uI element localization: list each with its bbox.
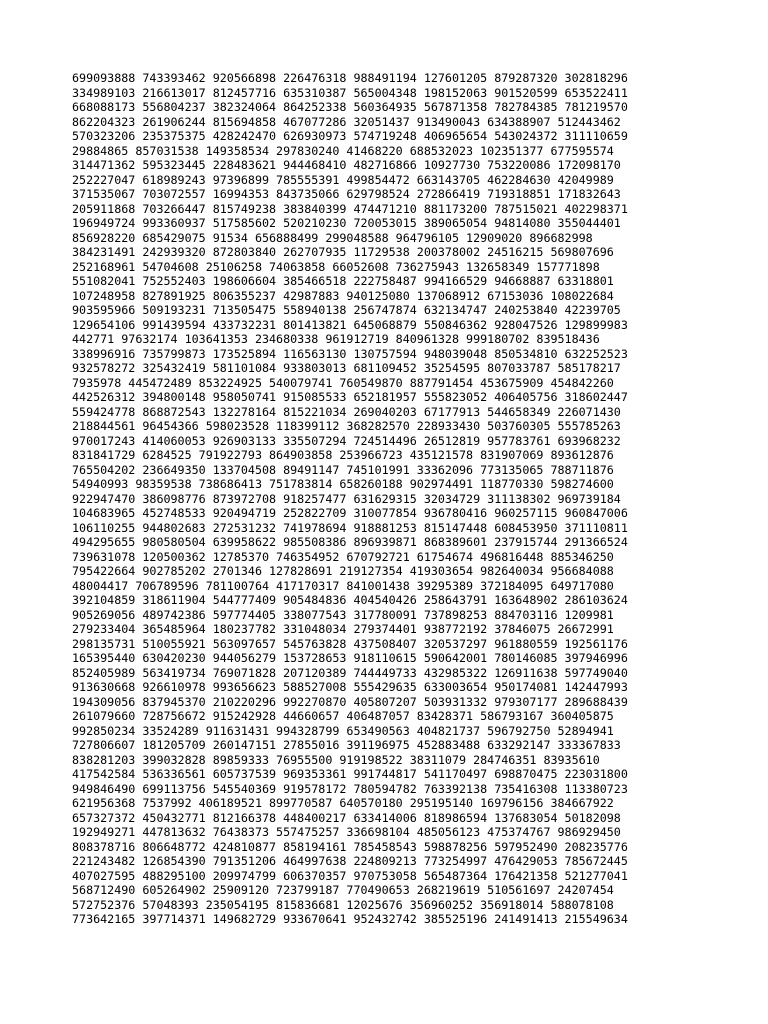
number-line: 384231491 242939320 872803840 262707935 11729538 200378002 24516215 569807696	[72, 245, 614, 259]
number-line: 808378716 806648772 424810877 858194161 785458543 598878256 597952490 208235776	[72, 839, 628, 854]
number-line: 903595966 509193231 713505475 558940138 256747874 632134747 240253840 42239705	[72, 303, 621, 317]
number-line: 568712490 605264902 25909120 723799187 770490653 268219619 510561697 24207454	[72, 883, 614, 897]
number-line: 494295655 980580504 639958622 985508386 896939871 868389601 237915744 291366524	[72, 535, 628, 549]
number-line: 196949724 993360937 517585602 520210230 720053015 389065054 94814080 355044401	[72, 216, 621, 230]
number-line: 279233404 365485964 180237782 331048034 279374401 938772192 37846075 26672991	[72, 622, 614, 636]
number-line: 773642165 397714371 149682729 933670641 952432742 385525196 241491413 215549634	[72, 912, 628, 926]
number-line: 913630668 926610978 993656623 588527008 555429635 633003654 950174081 142447993	[72, 680, 628, 694]
number-line: 192949271 447813632 76438373 557475257 336698104 485056123 475374767 986929450	[72, 825, 621, 839]
number-line: 905269056 489742386 597774405 338077543 317780091 737898253 884703116 1209981	[72, 607, 614, 622]
number-line: 29884865 857031538 149358534 297830240 41468220 688532023 102351377 677595574	[72, 143, 614, 158]
number-line: 417542584 536336561 605737539 969353361 991744817 541170497 698870475 223031800	[72, 767, 628, 781]
number-line: 106110255 944802683 272531232 741978694 918881253 815147448 608453950 371110811	[72, 520, 628, 535]
number-line: 699093888 743393462 920566898 226476318 988491194 127601205 879287320 302818296	[72, 71, 628, 85]
number-line: 194309056 837945370 210220296 992270870 405807207 503931332 979307177 289688439	[72, 694, 628, 709]
number-list	[72, 71, 712, 927]
number-line: 338996916 735799873 173525894 116563130 130757594 948039048 850534810 632252523	[72, 346, 628, 361]
number-line: 559424778 868872543 132278164 815221034 269040203 67177913 544658349 226071430	[72, 404, 621, 419]
number-line: 165395440 630420230 944056279 153728653 918110615 590642001 780146085 397946996	[72, 651, 628, 665]
number-line: 371535067 703072557 16994353 843735066 629798524 272866419 719318851 171832643	[72, 187, 621, 201]
number-line: 252168961 54704608 25106258 74063858 66052608 736275943 132658349 157771898	[72, 259, 600, 274]
number-line: 831841729 6284525 791922793 864903858 253966723 435121578 831907069 893612876	[72, 448, 614, 462]
number-line: 334989103 216613017 812457716 635310387 565004348 198152063 901520599 653522411	[72, 85, 628, 100]
number-line: 862204323 261906244 815694858 467077286 32051437 913490043 634388907 512443462	[72, 114, 621, 129]
number-line: 970017243 414060053 926903133 335507294 724514496 26512819 957783761 693968232	[72, 433, 621, 448]
number-line: 54940993 98359538 738686413 751783814 658260188 902974491 118770330 598274600	[72, 477, 614, 491]
number-line: 727806607 181205709 260147151 27855016 391196975 452883488 633292147 333367833	[72, 738, 621, 752]
number-line: 252227047 618989243 97396899 785555391 499854472 663143705 462284630 42049989	[72, 172, 614, 187]
number-line: 298135731 510055921 563097657 545763828 437508407 320537297 961880559 192561176	[72, 636, 628, 651]
number-line: 221243482 126854390 791351206 464997638 224809213 773254997 476429053 785672445	[72, 854, 628, 868]
number-line: 104683965 452748533 920494719 252822709 310077854 936780416 960257115 960847006	[72, 506, 628, 520]
number-line: 261079660 728756672 915242928 44660657 406487057 83428371 586793167 360405875	[72, 709, 614, 723]
number-line: 657327372 450432771 812166378 448400217 633414006 818986594 137683054 50182098	[72, 810, 621, 825]
number-line: 949846490 699113756 545540369 919578172 780594782 763392138 735416308 113380723	[72, 781, 628, 796]
number-line: 442526312 394800148 958050741 915085533 652181957 555823052 406405756 318602447	[72, 390, 628, 404]
number-line: 838281203 399032828 89859333 76955500 919198522 38311079 284746351 83935610	[72, 752, 600, 767]
number-line: 856928220 685429075 91534 656888499 299048588 964796105 12909020 896682998	[72, 230, 593, 245]
number-line: 992850234 33524289 911631431 994328799 653490563 404821737 596792750 52894941	[72, 723, 614, 738]
number-line: 570323206 235375375 428242470 626930973 574719248 406965654 543024372 311110659	[72, 129, 628, 143]
number-line: 129654106 991439594 433732231 801413821 645068879 550846362 928047526 129899983	[72, 317, 628, 332]
number-line: 922947470 386098776 873972708 918257477 631629315 32034729 311138302 969739184	[72, 491, 621, 506]
number-line: 621956368 7537992 406189521 899770587 640570180 295195140 169796156 384667922	[72, 796, 614, 810]
number-line: 7935978 445472489 853224925 540079741 760549870 887791454 453675909 454842260	[72, 375, 614, 390]
number-line: 852405989 563419734 769071828 207120389 744449733 432985322 126911638 597749040	[72, 665, 628, 680]
number-line: 765504202 236649350 133704508 89491147 745101991 33362096 773135065 788711876	[72, 462, 614, 477]
number-line: 932578272 325432419 581101084 933803013 681109452 35254595 807033787 585178217	[72, 361, 621, 375]
number-line: 668088173 556804237 382324064 864252338 560364935 567871358 782784385 781219570	[72, 100, 628, 114]
number-line: 442771 97632174 103641353 234680338 961912719 840961328 999180702 839518436	[72, 332, 600, 346]
number-line: 205911868 703266447 815749238 383840399 474471210 881173200 787515021 402298371	[72, 201, 628, 216]
number-line: 572752376 57048393 235054195 815836681 12025676 356960252 356918014 588078108	[72, 897, 614, 912]
number-line: 48004417 706789596 781100764 417170317 841001438 39295389 372184095 649717080	[72, 578, 614, 593]
number-line: 392104859 318611904 544777409 905484836 404540426 258643791 163648902 286103624	[72, 593, 628, 607]
number-line: 739631078 120500362 12785370 746354952 670792721 61754674 496816448 885346250	[72, 549, 614, 564]
number-line: 107248958 827891925 806355237 42987883 940125080 137068912 67153036 108022684	[72, 288, 614, 303]
number-line: 551082041 752552403 198606604 385466518 222758487 994166529 94668887 63318801	[72, 274, 614, 288]
number-line: 407027595 488295100 209974799 606370357 970753058 565487364 176421358 521277041	[72, 868, 628, 883]
number-line: 218844561 96454366 598023528 118399112 368282570 228933430 503760305 555785263	[72, 419, 621, 433]
number-line: 795422664 902785202 2701346 127828691 219127354 419303654 982640034 956684088	[72, 564, 614, 578]
number-line: 314471362 595323445 228483621 944468410 482716866 10927730 753220086 172098170	[72, 158, 621, 172]
